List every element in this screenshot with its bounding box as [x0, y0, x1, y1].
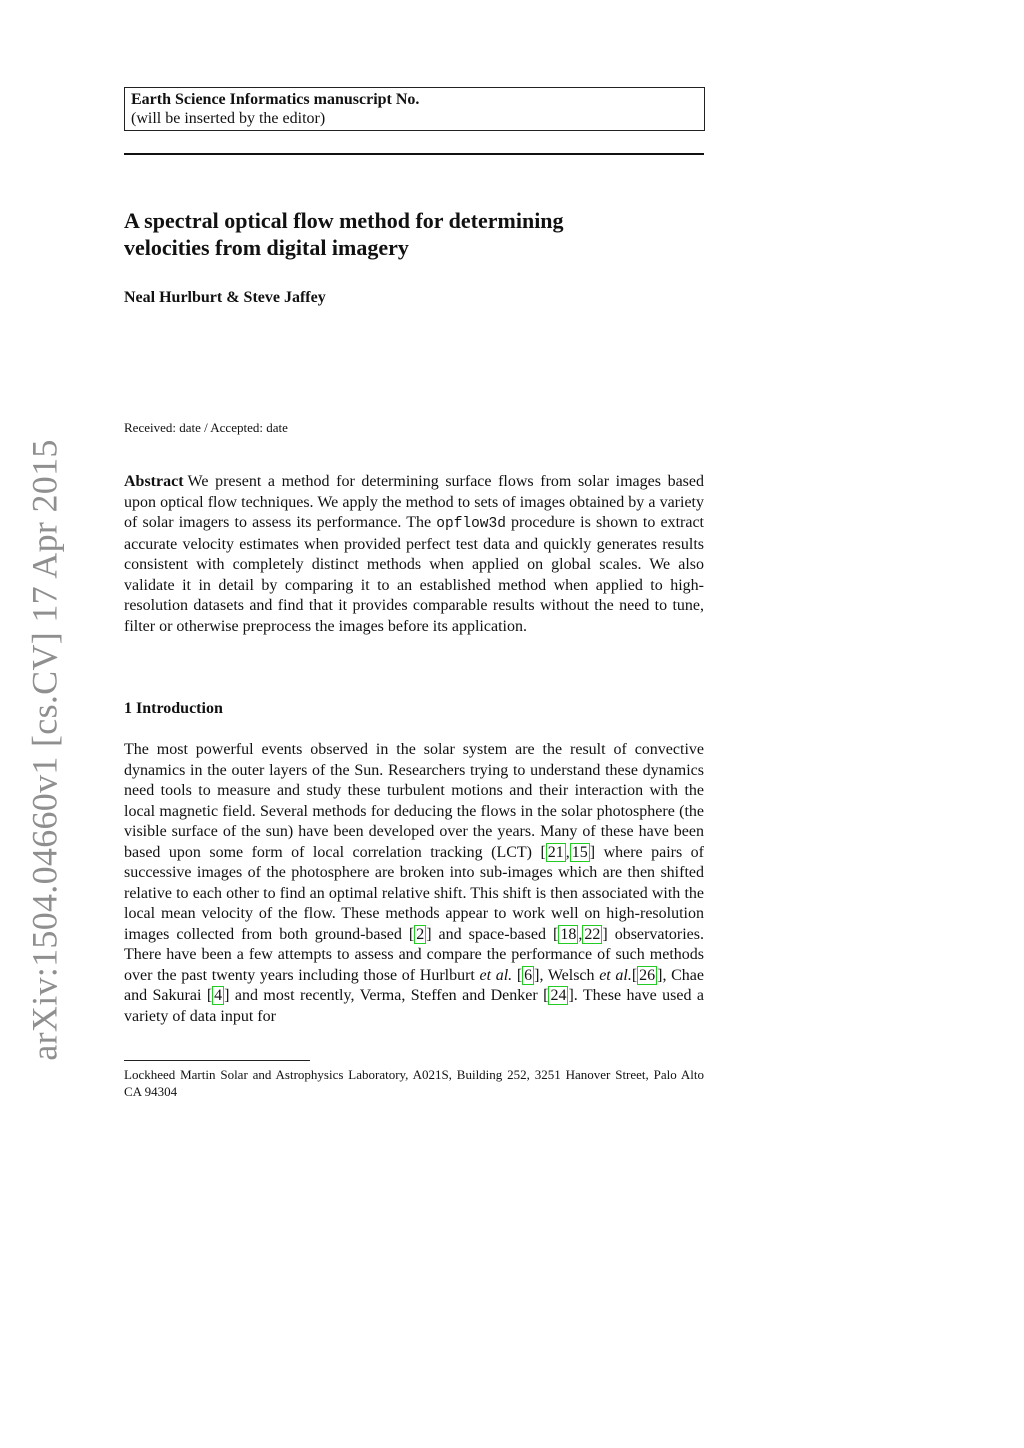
paragraph-text: observatories. There have been a few attempts to assess and compare the performance of such methods over the past twenty years including those of Hurlburt	[124, 925, 704, 984]
paragraph-text: The most powerful events observed in the solar system are the result of convective dynamics in the outer layers of the Sun. Researchers trying to understand these dynamics need tools to measure and study these turbulent motions and their interaction with the local magnetic field. Several methods for deducing the flows in the solar photosphere (the visible surface of the sun) have been developed over the years. Many of these have been based upon some form of local correlation tracking (LCT)	[124, 741, 704, 861]
paragraph-text: , Welsch	[539, 966, 600, 984]
abstract-text: We present a method for determining surface flows from solar images based upon optical flow techniques. We apply the method to sets of images obtained by a variety of solar imagers to assess its performance. The	[124, 473, 704, 531]
paragraph-text: , Chae and Sakurai	[124, 966, 705, 1004]
paragraph-text	[512, 967, 517, 984]
abstract-label: Abstract	[124, 473, 184, 490]
journal-note: (will be inserted by the editor)	[131, 110, 326, 127]
footnote-rule	[124, 1060, 310, 1061]
journal-header-box	[124, 87, 705, 131]
header-rule	[124, 153, 704, 155]
emphasis: et al.	[479, 966, 513, 984]
paragraph-text: and space-based	[431, 925, 553, 943]
paragraph-text: where pairs of successive images of the photosphere are broken into sub-images which are then shifted relative to each other to find an optimal relative shift. This shift is then associated with the local mean velocity of the flow. These methods appear to work well on high-resolution images collected from both ground-based	[124, 843, 705, 943]
received-date: Received: date / Accepted: date	[124, 420, 288, 435]
citation-link[interactable]: 26	[639, 966, 656, 984]
paragraph-text: ,	[578, 925, 583, 943]
paragraph-text: . These have used a variety of data input for	[124, 987, 705, 1025]
title-line: velocities from digital imagery	[124, 235, 409, 260]
citation-link[interactable]: 18	[560, 925, 577, 943]
citation-link[interactable]: 22	[584, 925, 601, 943]
title-line: A spectral optical flow method for determining	[124, 208, 564, 233]
citation-link[interactable]: 21	[547, 843, 564, 861]
citation-link[interactable]: 4	[214, 987, 223, 1004]
abstract-text: procedure is shown to extract accurate velocity estimates when provided perfect test data and quickly generates results consistent with completely distinct methods when applied on global scales. We also validate it in detail by comparing it to an established method when applied to high-resolution datasets and find that it provides comparable results without the need to tune, filter or otherwise preprocess the images before its application.	[124, 514, 705, 635]
paper-title	[124, 207, 704, 261]
emphasis: et al.	[599, 966, 632, 984]
authors: Neal Hurlburt & Steve Jaffey	[124, 289, 326, 306]
journal-name: Earth Science Informatics manuscript No.	[131, 91, 420, 108]
abstract	[124, 472, 704, 637]
arxiv-stamp	[22, 439, 68, 1061]
citation-link[interactable]: 15	[571, 843, 588, 861]
affiliation-footnote: Lockheed Martin Solar and Astrophysics Laboratory, A021S, Building 252, 3251 Hanover Street, Palo Alto CA 94304	[124, 1067, 704, 1099]
citation-link[interactable]: 2	[416, 925, 425, 943]
section-heading: 1 Introduction	[124, 700, 223, 717]
intro-paragraph: The most powerful events observed in the solar system are the result of convective dynamics in the outer layers of the Sun. Researchers trying to understand these dynamics need tools to measure and study these turbulent motions and their interaction with the local magnetic field. Several methods for deducing the flows in the solar photosphere (the visible surface of the sun) have been developed over the years. Many of these have been based upon some form of local correlation tracking (LCT) [ 21 , 15 ] where pairs of successive images of the photosphere are broken into sub-images which are then shifted relative to each other to find an optimal relative shift. This shift is then associated with the local mean velocity of the flow. These methods appear to work well on high-resolution images collected from both ground-based [ 2 ] and space-based [ 18 , 22 ] observatories. There have been a few attempts to assess and compare the performance of such methods over the past twenty years including those of Hurlburt et al. [ 6 ], Welsch et al.[ 26 ], Chae and Sakurai [ 4 ] and most recently, Verma, Steffen and Denker [ 24 ]. These have used a variety of data input for	[124, 741, 705, 1025]
arxiv-stamp-text: arXiv:1504.04660v1 [cs.CV] 17 Apr 2015	[25, 439, 65, 1061]
citation-link[interactable]: 6	[524, 966, 533, 984]
paragraph-text: and most recently, Verma, Steffen and Denker	[229, 987, 544, 1004]
paragraph-text: ,	[565, 843, 570, 861]
citation-link[interactable]: 24	[550, 987, 567, 1004]
abstract-code: opflow3d	[436, 516, 506, 532]
